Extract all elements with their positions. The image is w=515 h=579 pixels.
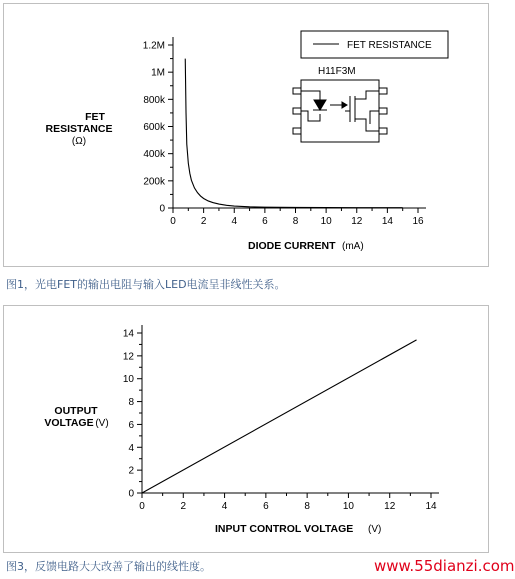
x-tick-label: 10 (320, 216, 332, 227)
xlabel-bold: INPUT CONTROL VOLTAGE (215, 523, 354, 535)
ylabel-line-2: RESISTANCE (45, 123, 113, 135)
inset-label: H11F3M (318, 66, 356, 77)
y-tick-label: 14 (122, 328, 134, 340)
x-tick-label: 14 (381, 216, 393, 227)
ylabel-line-1: OUTPUT (54, 405, 98, 417)
figure3-caption: 图3，反馈电路大大改善了输出的线性度。 (6, 560, 211, 573)
ylabel-line-2: VOLTAGE (44, 417, 94, 429)
fet-resistance-chart (4, 4, 488, 266)
watermark: www.55dianzi.com (374, 557, 515, 575)
x-tick-label: 4 (221, 501, 228, 512)
y-tick-label: 400k (143, 149, 165, 161)
plot-area-2 (123, 325, 439, 512)
legend-label: FET RESISTANCE (347, 40, 432, 51)
x-tick-label: 6 (262, 216, 268, 227)
y-tick-label: 800k (143, 94, 165, 106)
y-tick-label: 8 (128, 397, 134, 409)
x-tick-label: 0 (170, 216, 176, 227)
x-tick-label: 6 (263, 501, 269, 512)
x-tick-label: 8 (292, 216, 299, 227)
figure3-panel (3, 305, 489, 553)
x-tick-label: 2 (180, 501, 187, 512)
x-tick-label: 0 (139, 501, 145, 512)
y-tick-label: 200k (143, 176, 165, 188)
x-tick-label: 2 (200, 216, 207, 227)
figure1-panel (3, 3, 489, 267)
xlabel-unit: (mA) (342, 241, 364, 252)
y-tick-label: 0 (128, 488, 134, 500)
y-tick-label: 6 (128, 419, 134, 431)
y-tick-label: 2 (128, 465, 134, 477)
plot-area-1 (143, 37, 426, 227)
ylabel-unit: (Ω) (71, 136, 87, 147)
y-tick-label: 1.2M (142, 40, 165, 52)
series-line-0 (142, 340, 417, 493)
y-tick-label: 0 (159, 203, 165, 215)
ylabel-unit: (V) (95, 418, 109, 429)
x-tick-label: 14 (425, 501, 437, 512)
y-tick-label: 4 (128, 442, 134, 454)
figure1-caption: 图1，光电FET的输出电阻与输入LED电流呈非线性关系。 (6, 278, 286, 291)
xlabel-unit: (V) (368, 524, 382, 535)
x-tick-label: 12 (351, 216, 363, 227)
x-tick-label: 8 (304, 501, 310, 512)
y-tick-label: 10 (122, 374, 134, 386)
xlabel-bold: DIODE CURRENT (248, 240, 336, 252)
y-tick-label: 1M (151, 67, 165, 79)
x-tick-label: 4 (231, 216, 238, 227)
x-tick-label: 10 (342, 501, 354, 512)
ylabel-line-1: FET (85, 111, 105, 123)
y-tick-label: 12 (122, 351, 134, 363)
x-tick-label: 12 (384, 501, 396, 512)
output-voltage-chart (4, 306, 488, 552)
x-tick-label: 16 (412, 216, 424, 227)
y-tick-label: 600k (143, 122, 165, 133)
optocoupler-icon (293, 80, 387, 142)
